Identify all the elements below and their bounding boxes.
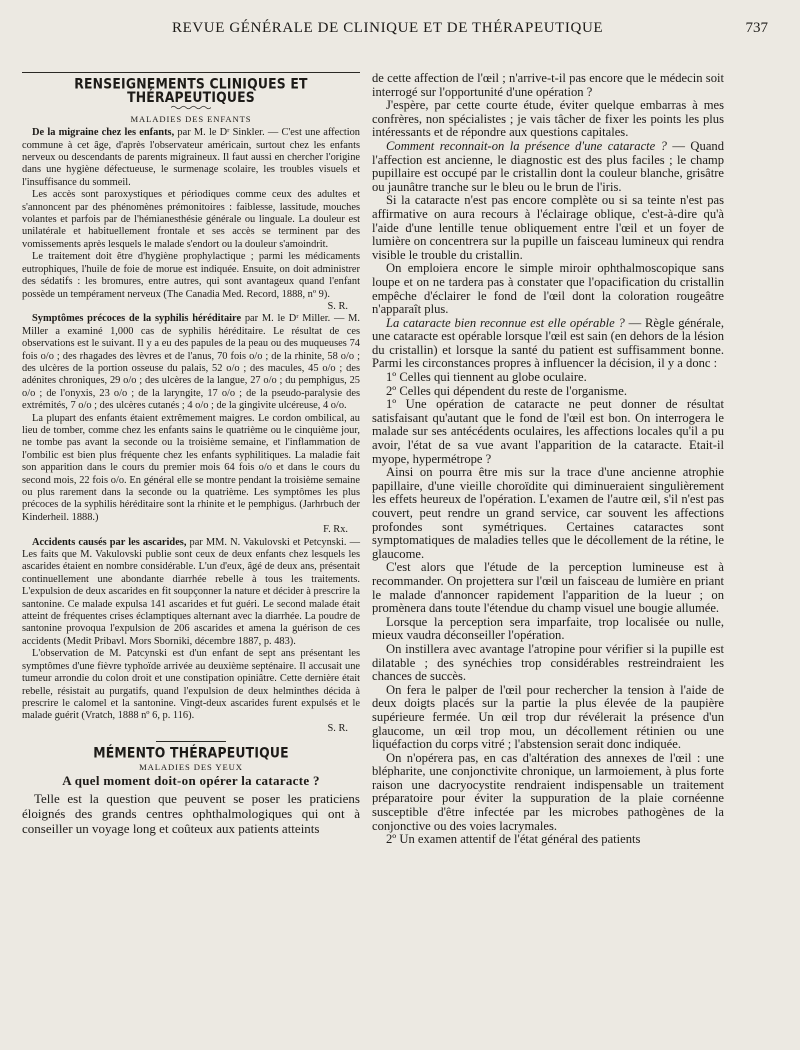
memento-heading: MÉMENTO THÉRAPEUTIQUE [93, 744, 289, 761]
article-title: De la migraine chez les enfants, [32, 127, 175, 139]
article-paragraph [22, 537, 360, 649]
body-paragraph [372, 317, 724, 371]
lead-paragraph: Telle est la question que peuvent se poser les praticiens éloignés des grands centres ophthalmologiques qui ont à conseiller un voyage long et coûteux aux patients atteints [22, 791, 360, 837]
article-title: Accidents causés par les ascarides, [32, 536, 187, 548]
body-paragraph: 1º Une opération de cataracte ne peut donner de résultat satisfaisant qu'autant que le fond de l'œil est bon. On interrogera le malade sur ses antécédents oculaires, les affections locales qu'il a pu avoir, l'état de sa vue avant l'apparition de la cataracte. Etait-il myope, hypermétrope ? [372, 397, 724, 466]
body-paragraph: On n'opérera pas, en cas d'altération des annexes de l'œil : une blépharite, une conjonctivite chronique, un larmoiement, à plus forte raison une dacryocystite rendraient indispensable un traitement préparatoire pour éviter la suppuration de la plaie cornéenne susceptible d'être infectée par les microbes pathogènes de la conjonctive ou des voies lacrymales. [372, 750, 724, 833]
article-paragraph [22, 313, 360, 412]
subsection-heading: MALADIES DES ENFANTS [130, 113, 252, 124]
body-paragraph: de cette affection de l'œil ; n'arrive-t-il pas encore que le médecin soit interrogé sur l'opportunité d'une opération ? [372, 71, 724, 99]
running-head [0, 20, 800, 44]
article-text: La plupart des enfants étaient extrêmement maigres. Le cordon ombilical, au lieu de tomber, comme chez les enfants sains le quatrième ou le cinquième jour, ne tombe pas avant la seconde ou la troisième semaine, et l'inflammation de l'ombilic est bien plus fréquente chez les enfants syphilitiques. La maladie fait son apparition dans le cours du premier mois 64 fois o/o et dans le cours du second mois, 22 fois o/o. En général elle se montre pendant la troisième semaine ou plus rarement dans la seconde ou la quatrième. Les symptômes les plus précoces de la syphilis héréditaire sont la rhinite et le pemphigus. (Jarhrbuch der Kinderheil. 1888.) [22, 412, 360, 523]
body-text: — Règle générale, une cataracte est opérable lorsque l'œil est sain (en dehors de la lésion du cristallin) et lorsque la santé du patient est suffisamment bonne. Parmi les circonstances propres à influencer la décision, il y a donc : [372, 315, 724, 371]
body-paragraph: 1º Celles qui tiennent au globe oculaire. [386, 370, 587, 385]
body-paragraph: Si la cataracte n'est pas encore complète ou si sa teinte n'est pas affirmative on aura recours à l'éclairage oblique, c'est-à-dire qu'à l'aide d'une lentille tenue obliquement entre l'œil et un foyer de lumière on concentrera sur la pupille un faisceau lumineux qui rendra visible le trouble du cristallin. [372, 193, 724, 262]
author-signature: S. R. [327, 300, 348, 312]
article-paragraph [22, 251, 360, 313]
article-paragraph [22, 189, 360, 251]
question-title: A quel moment doit-on opérer la cataracte ? [62, 772, 320, 788]
body-paragraph: Ainsi on pourra être mis sur la trace d'une ancienne atrophie papillaire, d'une vieille choroïdite qui diminueraient singulièrement les effets heureux de l'opération. L'examen de l'autre œil, s'il n'est pas couvert, peut rendre un grand service, car souvent les affections profondes sont symétriques. Certaines cataractes sont symptomatiques de maladies telles que le décollement de la rétine, le glaucome. [372, 465, 724, 561]
right-column [372, 72, 724, 847]
article-paragraph [22, 127, 360, 189]
body-paragraph: J'espère, par cette courte étude, éviter quelque embarras à mes confrères, non spécialistes ; je vais tâcher de fixer les points les plus intéressants et de répondre aux questions capitales. [372, 98, 724, 140]
body-paragraph: On instillera avec avantage l'atropine pour vérifier si la pupille est dilatable ; des synéchies trop considérables restreindraient les chances de succès. [372, 641, 724, 684]
section-divider [156, 741, 226, 742]
article-text: L'observation de M. Patcynski est d'un enfant de sept ans présentant les symptômes d'une fièvre typhoïde arrivée au deuxième septénaire. Il accusait une tumeur arrondie du colon droit et une constipation opiniâtre. Cette dernière était rebelle, résistait au purgatifs, quand l'expulsion de deux helminthes décida à prescrire le calomel et la santonine. Vingt-deux ascarides furent expulsés et le malade guérit (Vratch, 1888 nº 6, p. 116). [22, 648, 360, 722]
author-signature: F. Rx. [323, 524, 348, 536]
top-rule [22, 72, 360, 73]
article-paragraph [22, 648, 360, 735]
subheading-question: Comment reconnait-on la présence d'une cataracte ? [386, 138, 667, 153]
subheading-question: La cataracte bien reconnue est elle opérable ? [386, 315, 625, 330]
author-signature: S. R. [327, 722, 348, 734]
body-paragraph: On fera le palper de l'œil pour rechercher la tension à l'aide de deux doigts placés sur la partie la plus élevée de la paupière supérieure fermée. Un œil trop dur révélerait la présence d'un glaucome, un œil trop mou, un décollement rétinien ou une liquéfaction du corps vitré ; l'abstension serait donc indiquée. [372, 682, 724, 752]
body-paragraph: 2º Celles qui dépendent du reste de l'organisme. [386, 383, 627, 398]
journal-title: REVUE GÉNÉRALE DE CLINIQUE ET DE THÉRAPEUTIQUE [172, 20, 604, 36]
article-paragraph [22, 413, 360, 537]
body-paragraph: Lorsque la perception sera imparfaite, trop localisée ou nulle, mieux vaudra déconseiller l'opération. [372, 614, 724, 643]
article-text: par MM. N. Vakulovski et Petcynski. — Les faits que M. Vakulovski publie sont ceux de deux enfants chez lesquels les ascarides étaient en nombre considérable. L'un d'eux, âgé de deux ans, présentait continuellement une abondante diarrhée rebelle à tous les traitements. L'expulsion de deux ascarides en fit soupçonner la nature et décider à prescrire la santonine. Ce malade expulsa 141 ascarides et fut guéri. Le second malade était atteint de fréquentes crises éclamptiques alternant avec la diarrhée. La poudre de santonine provoqua l'expulsion de 206 ascarides et amena la guérison de ces accidents (Medit Pribavl. Mors Sborniki, décembre 1887, p. 483). [22, 536, 360, 647]
body-text: — Quand l'affection est ancienne, le diagnostic est des plus faciles ; le champ pupillaire est occupé par le cristallin dont la couleur blanche, grisâtre ou jaunâtre tranche sur le bleu ou le brun de l'iris. [372, 138, 725, 194]
body-paragraph: C'est alors que l'étude de la perception lumineuse est à recommander. On projettera sur l'œil un faisceau de lumière en priant le malade d'annoncer rapidement l'apparition de la lueur ; on promènera dans toute l'étendue du champ visuel une bougie allumée. [372, 560, 724, 616]
page-number: 737 [745, 20, 768, 36]
article-text: Le traitement doit être d'hygiène prophylactique ; parmi les médicaments eutrophiques, l'huile de foie de morue est indiquée. Ensuite, on doit administrer des sédatifs : les bromures, entre autres, qui sont avantageux quand l'enfant possède un tempérament nerveux (The Canadia Med. Record, 1888, nº 9). [22, 251, 360, 300]
article-text: Les accès sont paroxystiques et périodiques comme ceux des adultes et s'annoncent par des phénomènes prémonitoires : faiblesse, lassitude, mouches volantes et parfois par de l'hémianesthésie générale ou linguale. La douleur est unilatérale et habituellement frontale et ses accès se terminent par des vomissements après lesquels le malade s'endort ou la douleur s'amoindrit. [22, 189, 360, 250]
wavy-ornament [171, 105, 211, 110]
memento-subheading: MALADIES DES YEUX [139, 761, 243, 772]
body-paragraph [372, 140, 724, 194]
body-paragraph: On emploiera encore le simple miroir ophthalmoscopique sans loupe et on ne tardera pas à constater que l'opacification du cristallin empêche d'éclairer le fond de l'œil dont la coloration rougeâtre n'apparaît plus. [372, 261, 724, 317]
section-heading: RENSEIGNEMENTS CLINIQUES ET THÉRAPEUTIQUES [74, 75, 308, 106]
article-text: par M. le Dʳ Miller. — M. Miller a examiné 1,000 cas de syphilis héréditaire. Le résultat de ces observations est le suivant. Il y a eu des papules de la peau ou des muqueuses 74 fois o/o ; des rhagades des lèvres et de l'anus, 70 fois o/o ; de la rhinite, 58 o/o ; des ulcères de la portion osseuse du palais, 52 o/o ; des macules, 45 o/o ; des adénites chroniques, 29 o/o ; des ulcères de la langue, 27 o/o ; du pemphigus, 25 o/o ; de l'onyxis, 23 o/o ; de la laryngite, 17 o/o ; de la pseudo-paralysie des extrémités, 7 o/o ; des ulcères cutanés ; 4 o/o ; de la gingivite ulcéreuse, 4 o/o. [22, 313, 360, 412]
article-text: par M. le Dʳ Sinkler. — C'est une affection commune à cet âge, d'après l'observateur américain, surtout chez les enfants nerveux ou descendants de parents migraineux. Il faut aussi en chercher l'origine dans une hygiène défectueuse, le surmenage scolaire, les troubles visuels et l'insuffisance du sommeil. [22, 127, 360, 188]
article-title: Symptômes précoces de la syphilis héréditaire [32, 313, 242, 325]
left-column [22, 72, 360, 836]
body-paragraph: 2º Un examen attentif de l'état général des patients [386, 832, 641, 847]
